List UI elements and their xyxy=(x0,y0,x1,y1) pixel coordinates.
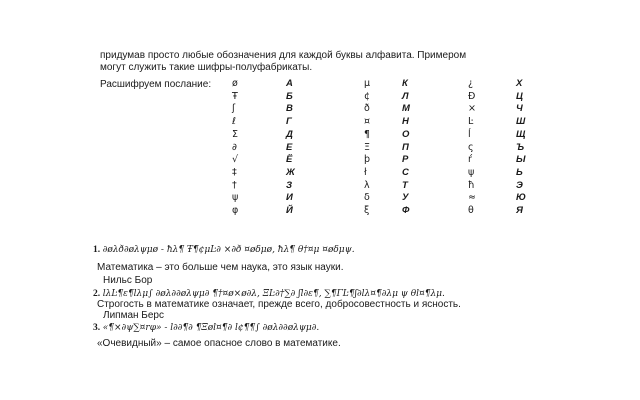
task-code: «¶×∂ψ∑¤rφ» - l∂∂¶∂ ¶Ξøl¤¶∂ l¢¶¶∫ ∂øλ∂∂øλψμ∂. xyxy=(102,323,320,333)
cipher-row xyxy=(232,116,546,129)
cipher-letter: Р xyxy=(402,154,409,166)
cipher-letter: О xyxy=(402,128,410,140)
cipher-symbol: μ xyxy=(364,78,371,89)
cipher-letter: Я xyxy=(516,205,523,217)
cipher-symbol: θ xyxy=(468,205,474,217)
cipher-symbol: Ξ xyxy=(364,141,371,153)
task-2 xyxy=(93,288,445,299)
cipher-row xyxy=(232,205,546,218)
intro-paragraph xyxy=(100,50,500,74)
cipher-letter: М xyxy=(402,103,410,115)
cipher-symbol: Ð xyxy=(468,90,476,102)
cipher-letter: Л xyxy=(402,90,409,102)
cipher-symbol: δ xyxy=(364,192,370,204)
cipher-row xyxy=(232,129,546,142)
cipher-symbol: † xyxy=(232,179,237,191)
cipher-letter: Т xyxy=(402,179,408,191)
cipher-letter: Ё xyxy=(286,154,293,166)
cipher-letter: Ю xyxy=(516,192,526,204)
cipher-letter: Ш xyxy=(516,116,526,128)
task-answer: Математика – это больше чем наука, это язык науки. xyxy=(97,262,344,273)
cipher-letter: Д xyxy=(286,128,293,140)
cipher-symbol: × xyxy=(468,103,476,115)
intro-line-3: Расшифруем послание: xyxy=(100,79,212,90)
cipher-symbol: ĺ xyxy=(468,128,471,140)
task-number: 2. xyxy=(93,289,101,299)
cipher-letter: Й xyxy=(286,205,293,217)
task-number: 3. xyxy=(93,323,101,333)
cipher-symbol: ≈ xyxy=(468,192,476,204)
cipher-symbol: þ xyxy=(364,154,371,166)
cipher-symbol: ŕ xyxy=(468,154,472,166)
cipher-letter: Ы xyxy=(516,154,526,166)
cipher-letter: Ч xyxy=(516,103,523,115)
task-number: 1. xyxy=(93,245,101,255)
intro-line-1: придумав просто любые обозначения для каждой буквы алфавита. Примером xyxy=(100,50,467,61)
cipher-symbol: ψ xyxy=(468,166,475,178)
cipher-symbol: λ xyxy=(364,179,370,191)
cipher-row xyxy=(232,103,546,116)
cipher-letter: У xyxy=(402,192,409,204)
cipher-symbol: Ŀ xyxy=(468,116,474,128)
cipher-symbol: ¢ xyxy=(364,90,371,102)
cipher-table xyxy=(232,78,546,218)
cipher-letter: П xyxy=(402,141,409,153)
cipher-row xyxy=(232,167,546,180)
cipher-symbol: ʃ xyxy=(232,103,236,115)
task-answer: Строгость в математике означает, прежде всего, добросовестность и ясность. xyxy=(97,299,461,310)
cipher-letter: В xyxy=(286,103,293,115)
task-code: lλĿ¶ε¶lλμ∫ ∂øλ∂∂øλψμ∂ ¶†¤ø×ø∂λ, ΞĿ∂†∑∂ ʃl∂ε¶, ∑¶ΓĿ¶ʃ∂lλ¤¶∂λμ ψ θl¤¶λμ. xyxy=(102,289,445,299)
cipher-row xyxy=(232,142,546,155)
cipher-letter: Ж xyxy=(286,166,295,178)
task-author: Липман Берс xyxy=(103,310,164,321)
cipher-symbol: √ xyxy=(232,154,239,166)
cipher-symbol: ł xyxy=(364,166,367,178)
cipher-symbol: ¤ xyxy=(364,116,371,128)
cipher-symbol: ¶ xyxy=(364,128,371,140)
cipher-letter: З xyxy=(286,179,293,191)
task-1 xyxy=(93,244,355,255)
cipher-symbol: ∂ xyxy=(232,141,237,153)
task-code: ∂øλð∂øλψμø - ħλ¶ Ŧ¶¢μĿ∂ ×∂ð ¤øδμø, ħλ¶ θ†¤μ ¤øδμψ. xyxy=(102,245,355,255)
cipher-letter: К xyxy=(402,78,408,89)
cipher-letter: Б xyxy=(286,90,293,102)
cipher-symbol: ℓ xyxy=(232,116,236,128)
cipher-row xyxy=(232,180,546,193)
cipher-row xyxy=(232,91,546,104)
cipher-letter: Ъ xyxy=(516,141,525,153)
task-3 xyxy=(93,322,319,333)
cipher-letter: А xyxy=(286,78,293,89)
cipher-symbol: ħ xyxy=(468,179,475,191)
cipher-letter: Г xyxy=(286,116,292,128)
cipher-row xyxy=(232,192,546,205)
cipher-letter: Ь xyxy=(516,166,523,178)
cipher-row xyxy=(232,78,546,91)
cipher-symbol: ψ xyxy=(232,192,239,204)
cipher-symbol: ø xyxy=(232,78,238,89)
intro-line-2: могут служить такие шифры-полуфабрикаты. xyxy=(100,62,313,73)
task-answer: «Очевидный» – самое опасное слово в математике. xyxy=(97,338,341,349)
cipher-symbol: φ xyxy=(232,205,239,217)
task-author: Нильс Бор xyxy=(103,275,153,286)
cipher-symbol: ς xyxy=(468,141,474,153)
cipher-symbol: ξ xyxy=(364,205,370,217)
cipher-symbol: Ŧ xyxy=(232,90,238,102)
cipher-symbol: Σ xyxy=(232,128,239,140)
cipher-row xyxy=(232,154,546,167)
cipher-letter: Щ xyxy=(516,128,526,140)
cipher-letter: Ц xyxy=(516,90,523,102)
cipher-symbol: ð xyxy=(364,103,370,115)
cipher-letter: Э xyxy=(516,179,523,191)
cipher-letter: Е xyxy=(286,141,293,153)
cipher-letter: Н xyxy=(402,116,409,128)
cipher-letter: Х xyxy=(516,78,523,89)
cipher-letter: С xyxy=(402,166,409,178)
cipher-symbol: ‡ xyxy=(232,166,237,178)
cipher-symbol: ¿ xyxy=(468,78,474,89)
cipher-letter: И xyxy=(286,192,293,204)
cipher-letter: Ф xyxy=(402,205,410,217)
